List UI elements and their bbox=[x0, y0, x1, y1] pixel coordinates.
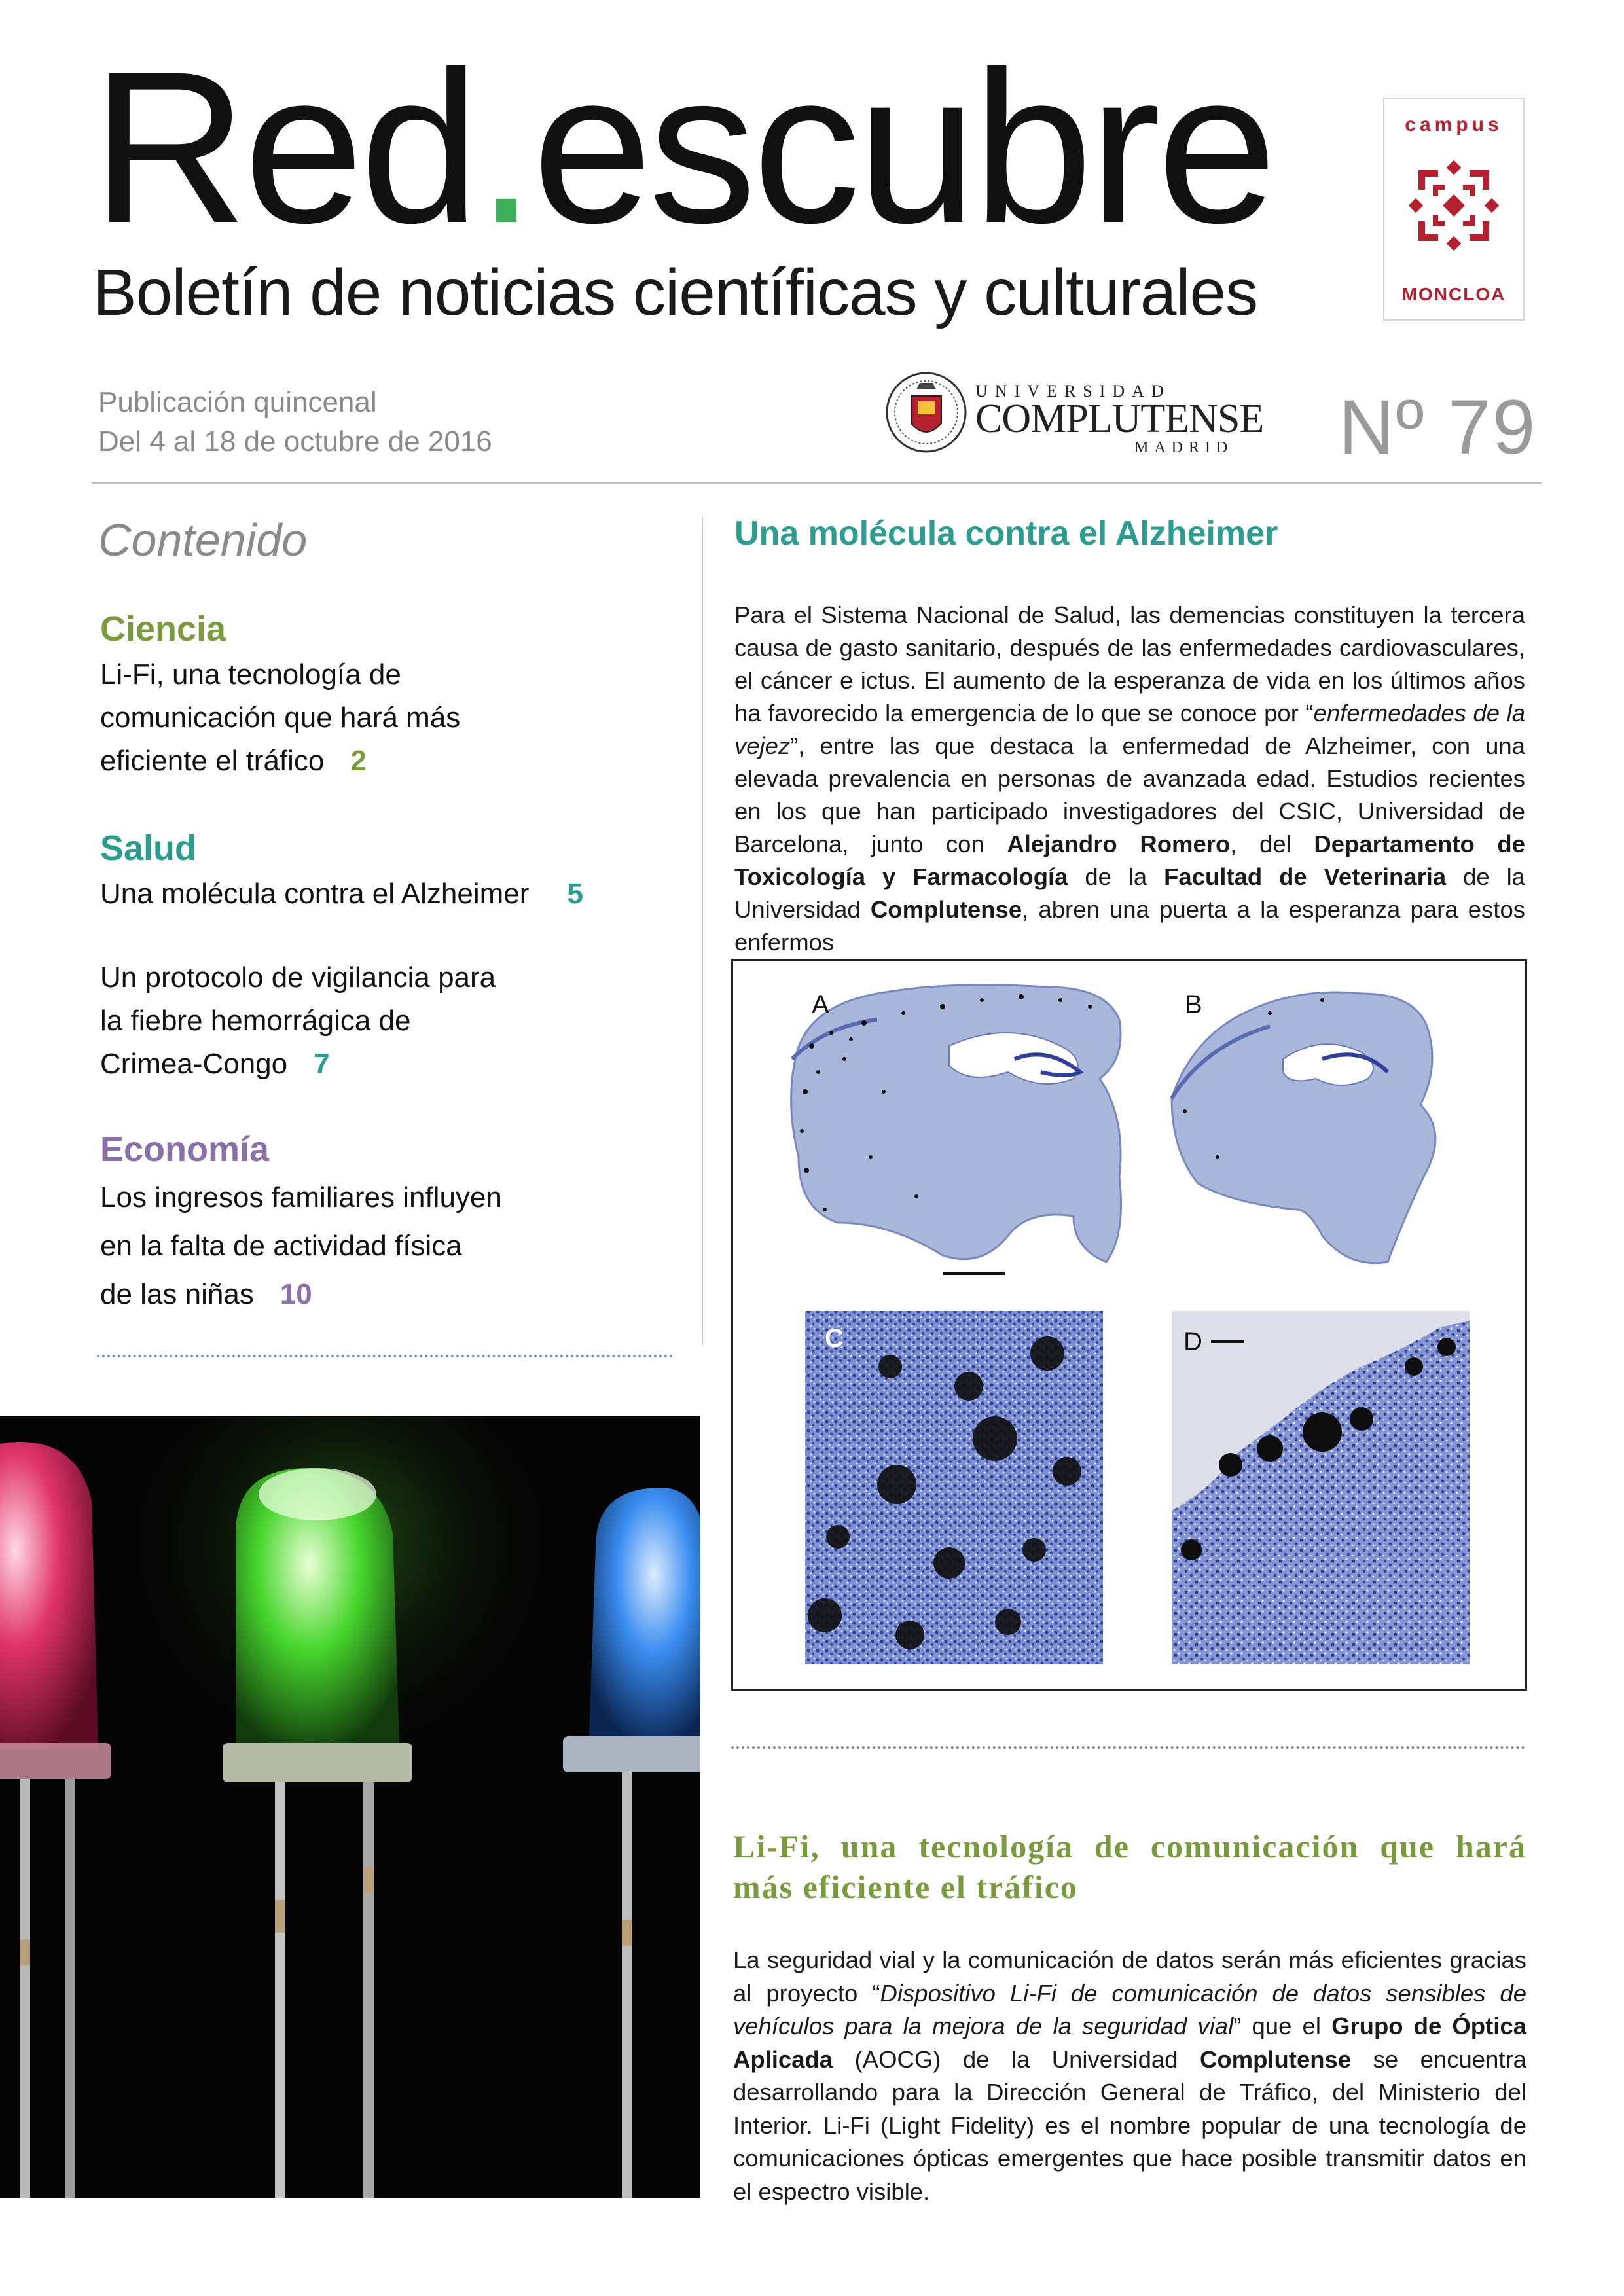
ucm-seal-icon bbox=[884, 363, 969, 461]
issue-number: Nº 79 bbox=[1339, 384, 1537, 471]
led-illustration bbox=[0, 1416, 700, 2198]
publication-frequency: Publicación quincenal bbox=[98, 386, 377, 418]
toc-page-number: 2 bbox=[350, 745, 367, 777]
figure-label: D bbox=[1183, 1327, 1202, 1356]
toc-page-number: 5 bbox=[567, 878, 583, 910]
ucm-text-universidad: UNIVERSIDAD bbox=[975, 382, 1171, 401]
article-dotted-divider bbox=[731, 1746, 1525, 1749]
toc-dotted-divider bbox=[97, 1355, 673, 1357]
brain-tissue-figure bbox=[731, 959, 1527, 1691]
figure-label: A bbox=[812, 990, 829, 1019]
toc-entry-alzheimer[interactable]: Una molécula contra el Alzheimer 5 bbox=[100, 878, 583, 910]
toc-section-economia bbox=[100, 1129, 502, 1319]
toc-section-heading: Economía bbox=[100, 1130, 270, 1169]
brain-section-images bbox=[733, 961, 1525, 1689]
toc-section-salud bbox=[100, 828, 583, 1086]
publication-dates: Del 4 al 18 de octubre de 2016 bbox=[98, 425, 492, 457]
article-lifi-body: La seguridad vial y la comunicación de datos serán más eficientes gracias al proyecto “Dispositivo Li-Fi de comunicación de datos sensibles de vehículos para la mejora de la seguridad vial” que el Grupo de Óptica Aplicada (AOCG) de la Universidad Complutense se encuentra desarrollando para la Dirección General de Tráfico, del Ministerio del Interior. Li-Fi (Light Fidelity) es el nombre popular de una tecnología de comunicaciones ópticas emergentes que hace posible transmitir datos en el espectro visible. bbox=[733, 1946, 1526, 2205]
toc-section-ciencia bbox=[100, 609, 460, 783]
article-alzheimer-body: Para el Sistema Nacional de Salud, las demencias constituyen la tercera causa de gasto sanitario, después de las enfermedades cardiovasculares, el cáncer e ictus. El aumento de la esperanza de vida en los últimos años ha favorecido la emergencia de lo que se conoce por “enfermedades de la vejez”, entre las que destaca la enfermedad de Alzheimer, con una elevada prevalencia en personas de avanzada edad. Estudios recientes en los que han participado investigadores del CSIC, Universidad de Barcelona, junto con Alejandro Romero, del Departamento de Toxicología y Farmacología de la Facultad de Veterinaria de la Universidad Complutense, abren una puerta a la esperanza para estos enfermos bbox=[734, 601, 1525, 956]
ucm-logo bbox=[884, 363, 1264, 461]
campus-emblem-icon bbox=[1405, 157, 1502, 254]
toc-section-heading: Salud bbox=[100, 829, 197, 868]
toc-entry-crimea-congo[interactable]: Un protocolo de vigilancia para la fiebre hemorrágica de Crimea-Congo 7 bbox=[100, 961, 496, 1080]
header-divider bbox=[92, 482, 1542, 484]
article-lifi-title[interactable]: Li-Fi, una tecnología de comunicación que hará más eficiente el tráfico bbox=[733, 1828, 1526, 1905]
masthead-title: Red.escubre bbox=[92, 26, 1274, 268]
column-divider bbox=[702, 517, 703, 1345]
toc-entry-lifi[interactable]: Li-Fi, una tecnología de comunicación que hará más eficiente el tráfico 2 bbox=[100, 658, 461, 777]
toc-page-number: 10 bbox=[280, 1278, 312, 1310]
article-alzheimer-title[interactable]: Una molécula contra el Alzheimer bbox=[734, 514, 1278, 552]
toc-section-heading: Ciencia bbox=[100, 609, 226, 649]
led-photo bbox=[0, 1416, 700, 2198]
publication-info bbox=[98, 383, 492, 461]
campus-logo-top-text: campus bbox=[1405, 114, 1503, 135]
figure-label: B bbox=[1185, 990, 1202, 1019]
toc-page-number: 7 bbox=[314, 1048, 330, 1080]
campus-logo-bottom-text: MONCLOA bbox=[1401, 284, 1506, 304]
figure-label: C bbox=[825, 1324, 844, 1353]
masthead-subtitle: Boletín de noticias científicas y culturales bbox=[93, 256, 1258, 329]
ucm-text-complutense: COMPLUTENSE bbox=[975, 397, 1264, 441]
campus-moncloa-logo bbox=[1383, 98, 1525, 321]
ucm-text-madrid: MADRID bbox=[1134, 439, 1234, 456]
toc-entry-ingresos[interactable]: Los ingresos familiares influyen en la falta de actividad física de las niñas 10 bbox=[100, 1181, 502, 1310]
toc-title: Contenido bbox=[98, 514, 308, 565]
